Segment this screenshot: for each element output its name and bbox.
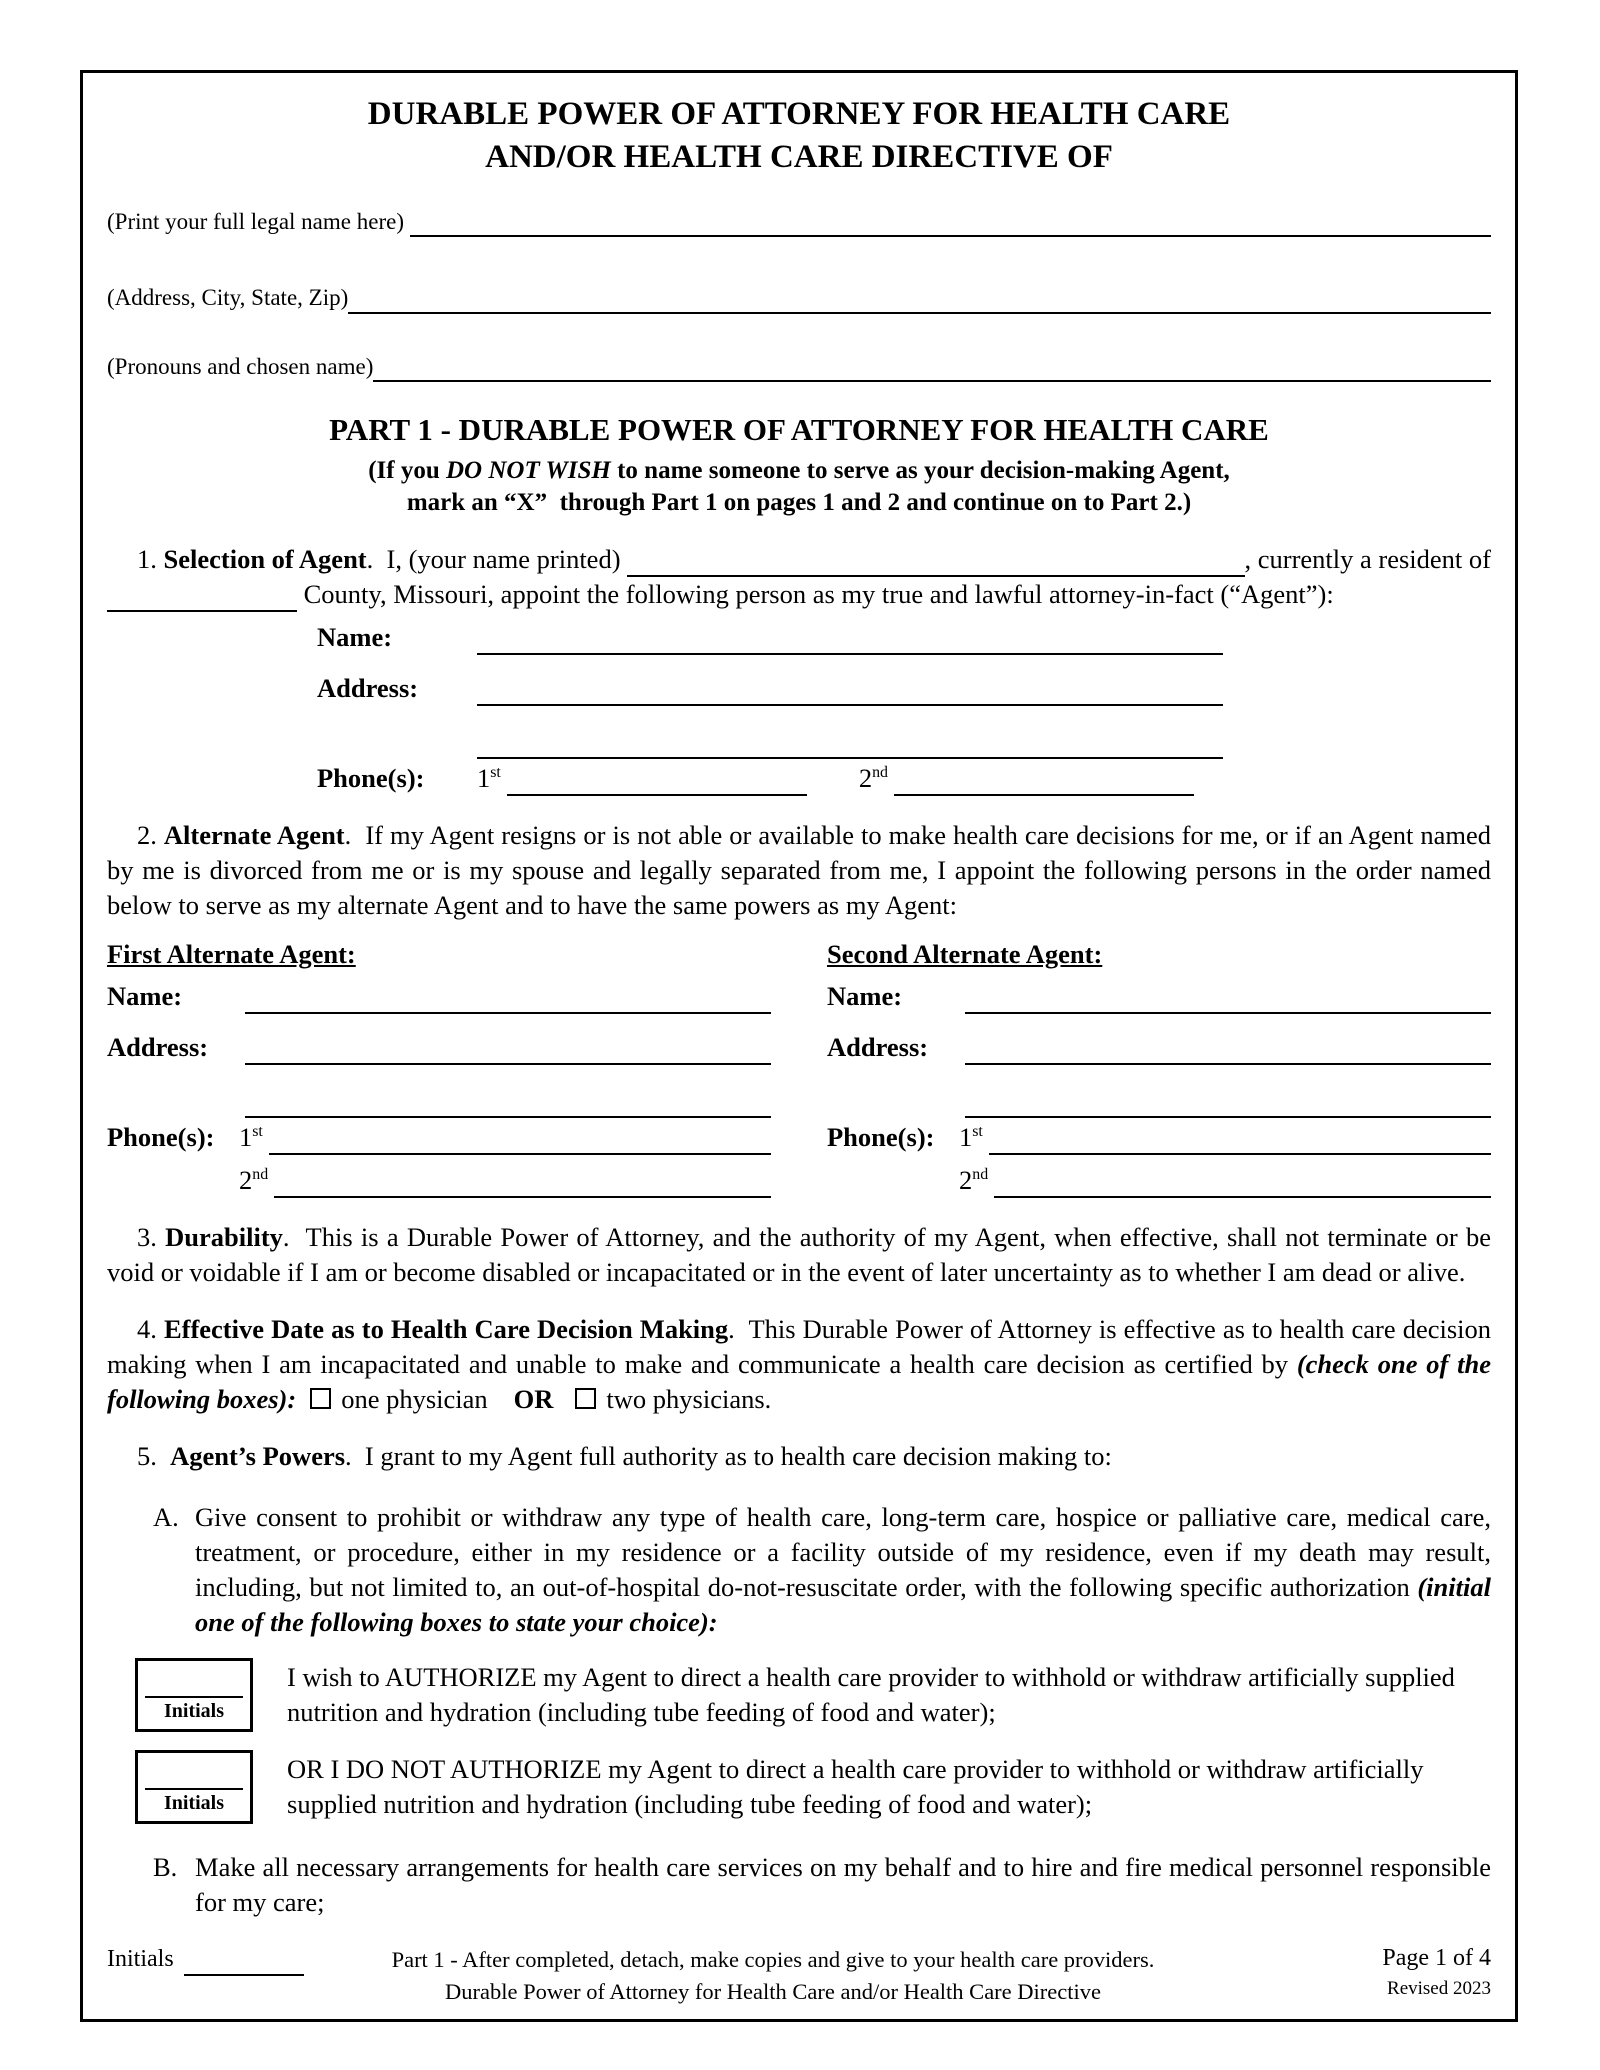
ordinal-1: 1: [477, 762, 491, 793]
page-number: Page 1 of 4: [1382, 1945, 1491, 1971]
fa-address-blank-2[interactable]: [245, 1085, 771, 1118]
agent-address-label: Address:: [317, 672, 419, 703]
legal-name-label: (Print your full legal name here): [107, 208, 404, 234]
initials-box-label: Initials: [163, 1791, 225, 1814]
second-ordinal: [959, 1163, 988, 1198]
ordinal-1: 1: [959, 1122, 973, 1153]
not-authorize-option-text: OR I DO NOT AUTHORIZE my Agent to direct a health care provider to withhold or withdraw artificially supplied nutrition and hydration (including tube feeding of food and water);: [287, 1754, 1431, 1820]
section-2-title: Alternate Agent: [163, 819, 345, 850]
pronouns-label: (Pronouns and chosen name): [107, 353, 374, 379]
sa-address-blank[interactable]: [965, 1032, 1491, 1065]
agent-address-blank[interactable]: [477, 673, 1223, 706]
part1-instruction-line-2: mark an “X” through Part 1 on pages 1 and 2 and continue on to Part 2.): [406, 489, 1192, 517]
agent-name-blank[interactable]: [477, 622, 1223, 655]
document-title-line-1: DURABLE POWER OF ATTORNEY FOR HEALTH CARE: [367, 96, 1231, 132]
section-5-body: . I grant to my Agent full authority as to health care decision making to:: [345, 1441, 1112, 1472]
pronouns-row: [107, 352, 1491, 382]
ordinal-2-suffix: nd: [252, 1166, 269, 1184]
fa-phone2-row: [107, 1163, 771, 1198]
legal-name-row: [107, 207, 1491, 237]
agent-phone2-blank[interactable]: [894, 763, 1194, 796]
two-physicians-option: two physicians.: [606, 1384, 772, 1415]
section-4-title: Effective Date as to Health Care Decision Making: [163, 1314, 729, 1345]
sa-address-label: Address:: [827, 1032, 929, 1063]
revision-date: Revised 2023: [1387, 1977, 1491, 1999]
one-physician-option: one physician: [341, 1384, 488, 1415]
authorize-initials-box[interactable]: [135, 1658, 253, 1732]
ordinal-2: 2: [239, 1165, 253, 1196]
agent-name-row: [107, 620, 1491, 655]
document-title-line-2: AND/OR HEALTH CARE DIRECTIVE OF: [485, 138, 1113, 175]
footer-initials-blank[interactable]: [184, 1950, 304, 1976]
agent-address-blank-2[interactable]: [477, 726, 1223, 759]
section-1-line-2: [107, 577, 1491, 612]
legal-name-blank[interactable]: [410, 207, 1491, 237]
fa-phone2-blank[interactable]: [274, 1165, 771, 1198]
section-4-check-instruction: (check one of the following boxes):: [107, 1349, 1498, 1415]
section-4-number: 4.: [137, 1314, 164, 1345]
footer-note-line-2: Durable Power of Attorney for Health Care and/or Health Care Directive: [444, 1978, 1101, 2004]
first-ordinal: [959, 1120, 983, 1155]
sa-address-row-2: [827, 1085, 1491, 1118]
fa-phone1-blank[interactable]: [269, 1122, 771, 1155]
section-2-body: . If my Agent resigns or is not able or available to make health care decisions for me, or if an Agent named by me is divorced from me or is my spouse and legally separated from me, I appoint the following persons in the order named below to serve as my alternate Agent and to have the same powers as my Agent:: [107, 819, 1498, 920]
footer-center: [304, 1944, 1383, 2007]
address-blank[interactable]: [348, 284, 1491, 314]
section-3-title: Durability: [165, 1222, 283, 1253]
fa-name-blank[interactable]: [245, 981, 771, 1014]
one-physician-checkbox[interactable]: [310, 1388, 331, 1409]
section-3-durability: [107, 1220, 1498, 1290]
section-5a-consent: [107, 1500, 1498, 1640]
ordinal-1-suffix: st: [972, 1123, 983, 1141]
fa-address-blank[interactable]: [245, 1032, 771, 1065]
section-3-body: . This is a Durable Power of Attorney, and the authority of my Agent, when effective, shall not terminate or be void or voidable if I am or become disabled or incapacitated or in the event of later uncertainty as to whether I am dead or alive.: [107, 1222, 1498, 1288]
alternate-agent-columns: [107, 937, 1491, 1199]
sa-phone2-blank[interactable]: [994, 1165, 1491, 1198]
second-ordinal: [239, 1163, 268, 1198]
agent-phones-row: [107, 761, 1491, 796]
second-alternate-agent-column: [827, 937, 1491, 1199]
your-name-blank[interactable]: [627, 547, 1244, 577]
form-border-box: [80, 70, 1518, 2022]
sa-name-label: Name:: [827, 981, 903, 1012]
fa-name-row: [107, 979, 771, 1014]
sa-name-row: [827, 979, 1491, 1014]
ordinal-1-suffix: st: [490, 763, 501, 781]
authorize-option-row: [107, 1658, 1491, 1732]
authorize-option-text: I wish to AUTHORIZE my Agent to direct a health care provider to withhold or withdraw artificially supplied nutrition and hydration (including tube feeding of food and water);: [287, 1662, 1462, 1728]
footer-initials: [107, 1944, 304, 1976]
second-alternate-agent-heading: Second Alternate Agent:: [827, 938, 1103, 969]
ordinal-2-suffix: nd: [872, 763, 888, 781]
ordinal-2: 2: [858, 762, 873, 793]
not-authorize-option-row: [107, 1750, 1491, 1824]
section-5-number: 5.: [137, 1441, 171, 1472]
fa-phones-label: Phone(s):: [107, 1122, 215, 1153]
ordinal-2-suffix: nd: [972, 1166, 989, 1184]
sa-phones-label: Phone(s):: [827, 1122, 935, 1153]
fa-address-row: [107, 1030, 771, 1065]
ordinal-2: 2: [959, 1165, 973, 1196]
footer-initials-label: Initials: [107, 1946, 174, 1972]
section-1-number: 1.: [137, 543, 164, 574]
agent-name-label: Name:: [317, 621, 393, 652]
section-5-title: Agent’s Powers: [170, 1441, 346, 1472]
part1-instruction-pre: (If you: [368, 456, 446, 484]
or-label: OR: [513, 1384, 554, 1415]
section-2-alternate-agent: [107, 818, 1498, 923]
section-5-agents-powers: [107, 1439, 1491, 1474]
part1-instruction-emphasis: DO NOT WISH: [446, 456, 611, 484]
county-blank[interactable]: [107, 579, 297, 612]
section-1-line-1: [107, 542, 1491, 577]
sa-phones-row: [827, 1120, 1491, 1155]
pronouns-blank[interactable]: [373, 352, 1491, 382]
agent-address-row: [107, 671, 1491, 706]
second-ordinal: [859, 761, 888, 796]
section-5b-arrangements: [107, 1850, 1498, 1920]
sa-phone2-row: [827, 1163, 1491, 1198]
first-alternate-agent-heading: First Alternate Agent:: [107, 938, 356, 969]
section-1-title: Selection of Agent: [163, 543, 367, 574]
sa-name-blank[interactable]: [965, 981, 1491, 1014]
agent-phone1-blank[interactable]: [507, 763, 807, 796]
fa-address-label: Address:: [107, 1032, 209, 1063]
first-ordinal: [239, 1120, 263, 1155]
agent-phones-label: Phone(s):: [317, 762, 425, 793]
section-3-number: 3.: [137, 1222, 166, 1253]
page-footer: [107, 1944, 1491, 2007]
document-title: [107, 93, 1491, 179]
section-1-line-2-text: County, Missouri, appoint the following person as my true and lawful attorney-in-fact (“Agent”):: [297, 578, 1334, 609]
not-authorize-initials-box[interactable]: [135, 1750, 253, 1824]
part1-instruction-post: to name someone to serve as your decision-making Agent,: [610, 456, 1230, 484]
sa-address-blank-2[interactable]: [965, 1085, 1491, 1118]
address-row: [107, 283, 1491, 313]
fa-name-label: Name:: [107, 981, 183, 1012]
sa-address-row: [827, 1030, 1491, 1065]
agent-address-row-2: [107, 726, 1491, 759]
footer-right: [1382, 1944, 1491, 2001]
item-b-label: B.: [153, 1852, 178, 1883]
fa-address-row-2: [107, 1085, 771, 1118]
address-label: (Address, City, State, Zip): [107, 285, 349, 311]
item-a-body: Give consent to prohibit or withdraw any type of health care, long-term care, hospice or palliative care, medical care, treatment, or procedure, either in my residence or a facility outside of my residence, even if my death may result, including, but not limited to, an out-of-hospital do-not-resuscitate order, with the following specific authorization: [195, 1502, 1498, 1603]
initials-box-label: Initials: [163, 1699, 225, 1722]
item-b-body: Make all necessary arrangements for health care services on my behalf and to hire and fire medical personnel responsible for my care;: [195, 1852, 1498, 1918]
section-4-effective-date: [107, 1312, 1498, 1417]
footer-note-line-1: Part 1 - After completed, detach, make copies and give to your health care providers.: [391, 1947, 1155, 1972]
section-1-after-blank: , currently a resident of: [1244, 543, 1491, 574]
section-4-body: . This Durable Power of Attorney is effective as to health care decision making when I am incapacitated and unable to make and communicate a health care decision as certified by: [107, 1314, 1498, 1380]
first-ordinal: [477, 761, 501, 796]
section-1-lead: [137, 542, 627, 577]
agent-address-indent: [107, 726, 477, 759]
ordinal-1-suffix: st: [252, 1123, 263, 1141]
item-a-label: A.: [153, 1502, 179, 1533]
section-1-after-title: . I, (your name printed): [366, 543, 628, 574]
part1-instruction-line-1: [107, 455, 1491, 488]
section-2-number: 2.: [137, 819, 164, 850]
ordinal-1: 1: [239, 1122, 253, 1153]
sa-phone1-blank[interactable]: [989, 1122, 1491, 1155]
first-alternate-agent-column: [107, 937, 771, 1199]
two-physicians-checkbox[interactable]: [575, 1388, 596, 1409]
fa-phones-row: [107, 1120, 771, 1155]
item-a-initial-instruction: (initial one of the following boxes to state your choice):: [195, 1572, 1498, 1638]
part1-heading: PART 1 - DURABLE POWER OF ATTORNEY FOR HEALTH CARE: [329, 411, 1269, 447]
